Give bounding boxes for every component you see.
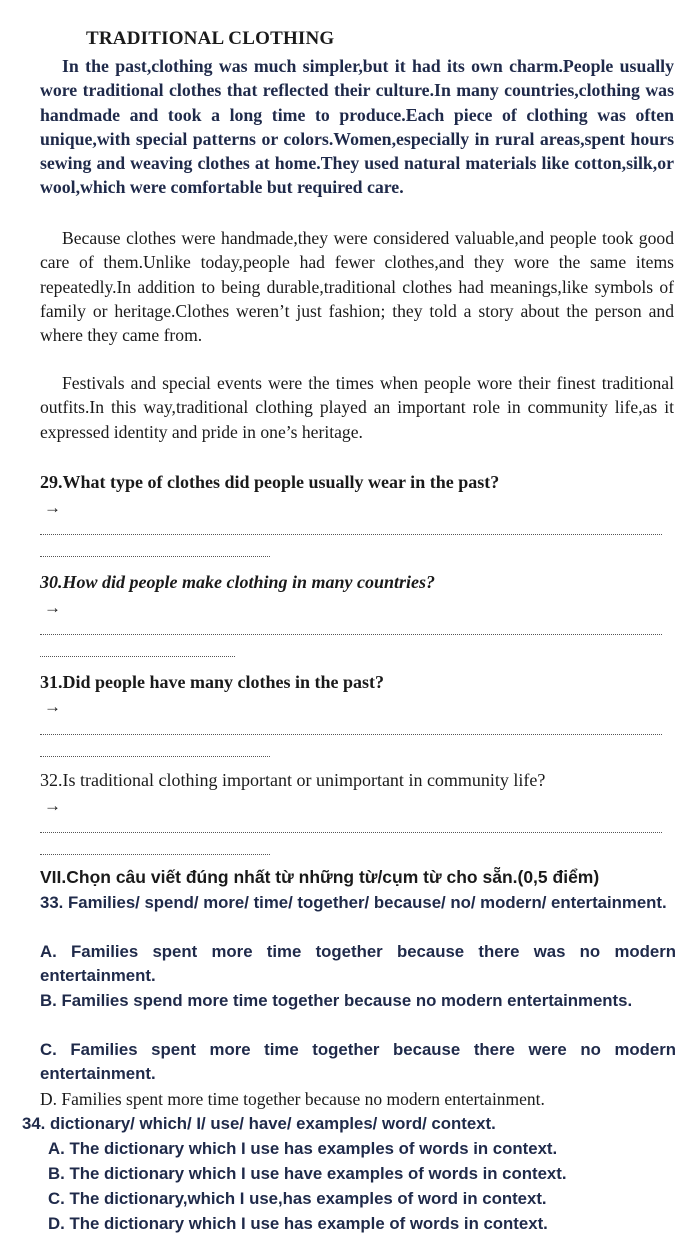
q34-option-c[interactable]: C. The dictionary,which I use,has examples of word in context. xyxy=(48,1189,547,1208)
q33-prompt: 33. Families/ spend/ more/ time/ together/ because/ no/ modern/ entertainment. xyxy=(40,893,667,912)
question-29: 29.What type of clothes did people usually wear in the past? xyxy=(40,472,500,492)
answer-arrow-31: → xyxy=(44,697,61,716)
q33-option-b[interactable]: B. Families spend more time together because no modern entertainments. xyxy=(40,991,633,1010)
answer-line-30b[interactable] xyxy=(40,656,235,657)
answer-line-32a[interactable] xyxy=(40,832,662,833)
section-7-heading: VII.Chọn câu viết đúng nhất từ những từ/cụm từ cho sẵn.(0,5 điểm) xyxy=(40,867,600,887)
answer-line-31b[interactable] xyxy=(40,756,270,757)
answer-arrow-30: → xyxy=(44,598,61,617)
answer-line-31a[interactable] xyxy=(40,734,662,735)
q34-option-a[interactable]: A. The dictionary which I use has examples of words in context. xyxy=(48,1139,558,1158)
passage-paragraph-1: In the past,clothing was much simpler,but it had its own charm.People usually wore traditional clothes that reflected their culture.In many countries,clothing was handmade and took a long time to produce.Each piece of clothing was often unique,with special patterns or colors.Women,especially in rural areas,spent hours sewing and weaving clothes at home.They used natural materials like cotton,silk,or wool,which were comfortable but required care. xyxy=(40,56,674,198)
answer-line-29a[interactable] xyxy=(40,534,662,535)
question-30: 30.How did people make clothing in many countries? xyxy=(40,572,436,592)
passage-title: TRADITIONAL CLOTHING xyxy=(86,28,335,49)
answer-arrow-32: → xyxy=(44,796,61,815)
answer-arrow-29: → xyxy=(44,498,61,517)
q33-option-d[interactable]: D. Families spent more time together because no modern entertainment. xyxy=(40,1089,545,1109)
q34-option-d[interactable]: D. The dictionary which I use has example of words in context. xyxy=(48,1214,548,1233)
q33-option-a[interactable]: A. Families spent more time together because there was no modern entertainment. xyxy=(40,942,676,986)
passage-paragraph-2: Because clothes were handmade,they were considered valuable,and people took good care of them.Unlike today,people had fewer clothes,and they wore the same items repeatedly.In addition to being durable,traditional clothes had meanings,like symbols of family or heritage.Clothes weren’t just fashion; they told a story about the person and where they came from. xyxy=(40,228,674,346)
answer-line-30a[interactable] xyxy=(40,634,662,635)
answer-line-32b[interactable] xyxy=(40,854,270,855)
answer-line-29b[interactable] xyxy=(40,556,270,557)
q33-option-c[interactable]: C. Families spent more time together because there were no modern entertainment. xyxy=(40,1040,676,1084)
question-32: 32.Is traditional clothing important or unimportant in community life? xyxy=(40,770,546,790)
passage-paragraph-3: Festivals and special events were the times when people wore their finest traditional outfits.In this way,traditional clothing played an important role in community life,as it expressed identity and pride in one’s heritage. xyxy=(40,373,674,442)
question-31: 31.Did people have many clothes in the past? xyxy=(40,672,385,692)
q34-option-b[interactable]: B. The dictionary which I use have examples of words in context. xyxy=(48,1164,567,1183)
q34-prompt: 34. dictionary/ which/ I/ use/ have/ examples/ word/ context. xyxy=(22,1114,496,1133)
